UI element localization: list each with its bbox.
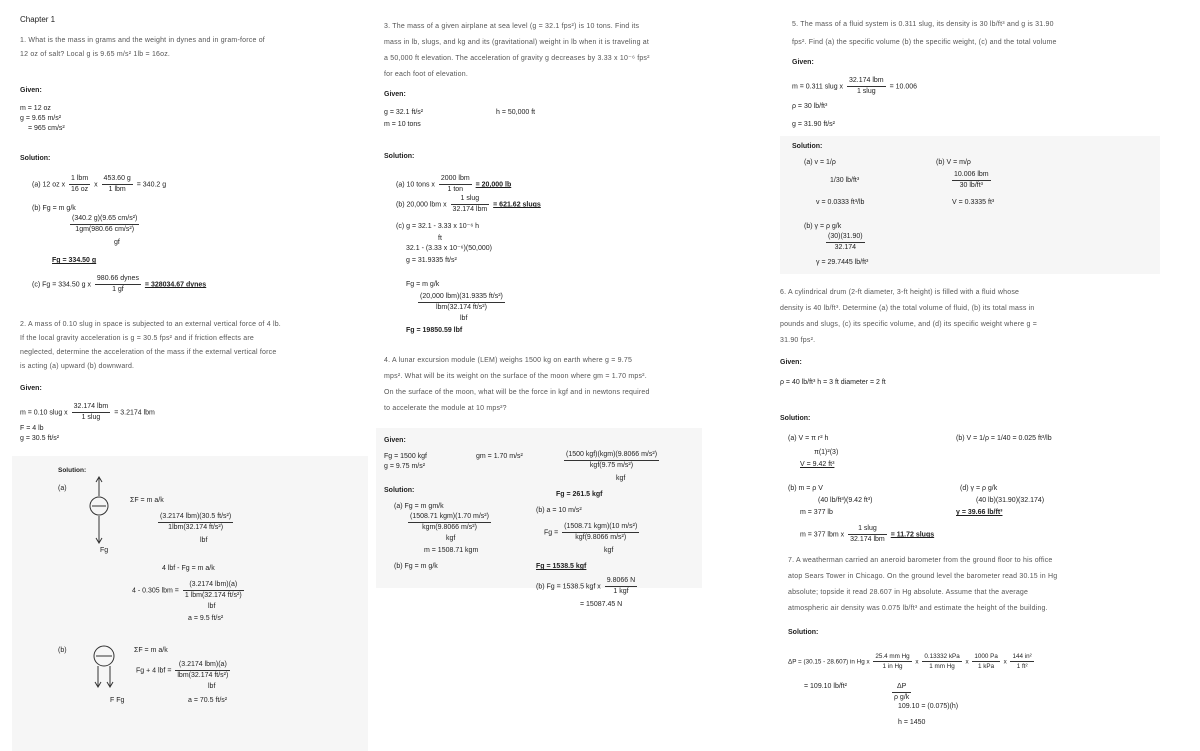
solution-heading: Solution:	[788, 629, 819, 636]
equation-line: (b) V = 1/ρ = 1/40 = 0.025 ft³/lb	[956, 435, 1052, 442]
fraction-numerator: 453.60 g	[102, 174, 133, 185]
given-line: g = 30.5 ft/s²	[20, 435, 60, 442]
problem-1-text-line: 1. What is the mass in grams and the weight in dynes and in gram-force of	[20, 37, 265, 44]
equation-text: ΔP = (30.15 - 28.607) in Hg x	[788, 658, 870, 666]
problem-7-text-line: 7. A weatherman carried an aneroid barometer from the ground floor to his office	[788, 557, 1053, 564]
fraction	[952, 170, 991, 191]
given-line: g = 9.75 m/s²	[384, 463, 426, 470]
equation-text: (b) Fg = 1538.5 kgf x	[536, 583, 601, 591]
fraction	[183, 580, 244, 601]
problem-6-text-line: 6. A cylindrical drum (2-ft diameter, 3-ft height) is filled with a fluid whose	[780, 289, 1020, 296]
equation-text: Fg + 4 lbf =	[136, 667, 172, 675]
scanned-solution-area	[12, 456, 368, 751]
problem-4-text-line: 4. A lunar excursion module (LEM) weighs 1500 kg on earth where g = 9.75	[384, 357, 633, 364]
fraction-numerator: 1 slug	[848, 524, 887, 535]
given-line	[792, 76, 917, 97]
fraction	[69, 174, 90, 195]
equation-fraction	[890, 682, 913, 703]
equation-unit: kgf	[604, 547, 614, 554]
given-heading: Given:	[792, 59, 814, 66]
fraction-numerator: (20,000 lbm)(31.9335 ft/s²)	[418, 292, 505, 303]
fraction-numerator: (3.2174 lbm)(a)	[175, 660, 230, 671]
equation-text: Fg =	[544, 529, 559, 537]
given-line: = 965 cm/s²	[28, 125, 65, 132]
equation-result: = 20,000 lb	[475, 181, 512, 189]
given-line: gm = 1.70 m/s²	[476, 453, 523, 460]
equation-text: m = 0.311 slug x	[792, 83, 844, 91]
solution-heading: Solution:	[384, 487, 415, 494]
equation-fraction	[824, 232, 867, 253]
fraction	[175, 660, 230, 681]
diagram-label: F Fg	[110, 697, 125, 704]
fraction	[873, 652, 911, 671]
equation-result: = 11.72 slugs	[890, 531, 935, 539]
equation-line	[800, 524, 934, 545]
equation-unit: lbf	[208, 683, 216, 690]
equation-line: (b) V = m/ρ	[936, 159, 971, 166]
fraction-denominator: kgf(9.75 m/s²)	[589, 462, 634, 470]
equation-fraction	[416, 292, 507, 313]
problem-4-text-line: On the surface of the moon, what will be the force in kgf and in newtons required	[384, 389, 650, 396]
equation-line	[536, 576, 639, 597]
fraction-denominator: 1 mm Hg	[929, 663, 955, 671]
diagram-label: Fg	[100, 547, 109, 554]
given-line: ρ = 40 lb/ft³ h = 3 ft diameter = 2 ft	[780, 379, 886, 386]
equation-line	[396, 174, 511, 195]
equation-line: (c) g = 32.1 - 3.33 x 10⁻⁶ h	[396, 223, 480, 230]
chapter-heading: Chapter 1	[20, 15, 56, 24]
equation-result: γ = 29.7445 lb/ft³	[816, 259, 869, 266]
fraction-numerator: ΔP	[892, 682, 911, 693]
fraction-numerator: (3.2174 lbm)(30.5 ft/s²)	[158, 512, 233, 523]
fraction	[102, 174, 133, 195]
problem-2-text-line: neglected, determine the acceleration of the mass if the external vertical force	[20, 349, 277, 356]
equation-result: = 621.62 slugs	[493, 201, 541, 209]
fraction-denominator: 1 in Hg	[882, 663, 903, 671]
fraction-denominator: 1 lbm	[108, 186, 126, 194]
equation-fraction	[68, 214, 141, 235]
equation-result: V = 0.3335 ft³	[952, 199, 995, 206]
equation-unit: lbf	[200, 537, 208, 544]
equation-unit: kgf	[446, 535, 456, 542]
problem-3-text-line: 3. The mass of a given airplane at sea level (g = 32.1 fps²) is 10 tons. Find its	[384, 23, 640, 30]
equation-result: = 3.2174 lbm	[114, 409, 155, 417]
given-line	[20, 402, 155, 423]
fraction-denominator: kgm(9.8066 m/s²)	[422, 524, 477, 532]
equation-line: 4 lbf - Fg = m a/k	[162, 565, 215, 572]
given-heading: Given:	[384, 437, 406, 444]
given-line: Fg = 1500 kgf	[384, 453, 428, 460]
fraction	[1010, 652, 1033, 671]
equation-line: (a) 12 oz x $\frac{\text{1 lbm}}{16 oz}$ x $\frac{453.60 g}{\text{1 lbm}}$ = 340.2 g	[32, 174, 166, 195]
problem-2-text-line: 2. A mass of 0.10 slug in space is subjected to an external vertical force of 4 lb.	[20, 321, 281, 328]
problem-3-text-line: mass in lb, slugs, and kg and its (gravitational) weight in lb when it is traveling at	[384, 39, 650, 46]
fraction	[564, 450, 659, 471]
equation-result: m = 377 lb	[800, 509, 833, 516]
fraction	[158, 512, 233, 533]
equation-fraction	[950, 170, 993, 191]
equation-unit: lbf	[208, 603, 216, 610]
fraction	[562, 522, 639, 543]
equation-line: (a) V = π r² h	[788, 435, 829, 442]
problem-5-text-line: 5. The mass of a fluid system is 0.311 slug, its density is 30 lb/ft³ and g is 31.90	[792, 21, 1054, 28]
equation-result: = 328034.67 dynes	[144, 281, 207, 289]
equation-line: Fg = m g/k	[406, 281, 440, 288]
fraction	[70, 214, 139, 235]
fraction-numerator: 10.006 lbm	[952, 170, 991, 181]
fraction-numerator: (30)(31.90)	[826, 232, 865, 243]
given-line: g = 31.90 ft/s²	[792, 121, 835, 128]
fraction-denominator: 1gm(980.66 cm/s²)	[75, 226, 135, 234]
fraction-numerator: (3.2174 lbm)(a)	[183, 580, 244, 591]
fraction-denominator: lbm(32.174 ft/s²)	[435, 304, 487, 312]
fraction-numerator: (1508.71 kgm)(10 m/s²)	[562, 522, 639, 533]
equation-result: m = 1508.71 kgm	[424, 547, 479, 554]
given-line: g = 32.1 ft/s²	[384, 109, 424, 116]
fraction-denominator: kgf(9.8066 m/s²)	[575, 534, 627, 542]
fraction-denominator: 1lbm(32.174 ft/s²)	[168, 524, 224, 532]
given-line: g = 9.65 m/s²	[20, 115, 62, 122]
equation-text: (a) 10 tons x	[396, 181, 435, 189]
fraction	[972, 652, 999, 671]
equation-line: (d) γ = ρ g/k	[960, 485, 998, 492]
equation-line: π(1)²(3)	[814, 449, 839, 456]
equation-line: ΣF = m a/k	[130, 497, 164, 504]
equation-line: (b) a = 10 m/s²	[536, 507, 582, 514]
given-heading: Given:	[20, 385, 42, 392]
given-line: m = 12 oz	[20, 105, 51, 112]
given-line: m = 10 tons	[384, 121, 421, 128]
fraction-numerator: 32.174 lbm	[847, 76, 886, 87]
given-heading: Given:	[20, 87, 42, 94]
solution-heading: Solution:	[58, 467, 87, 474]
equation-result: γ = 39.66 lb/ft³	[956, 509, 1003, 516]
equation-result: V = 9.42 ft³	[800, 461, 835, 468]
fraction-denominator: 32.174	[834, 244, 857, 252]
equation-line: (b) γ = ρ g/k	[804, 223, 842, 230]
given-line: F = 4 lb	[20, 425, 44, 432]
equation-result: a = 9.5 ft/s²	[188, 615, 224, 622]
equation-result: Fg = 19850.59 lbf	[406, 327, 463, 334]
free-body-diagram-b	[84, 638, 124, 698]
equation-line: 32.1 - (3.33 x 10⁻⁶)(50,000)	[406, 245, 492, 252]
equation-fraction	[406, 512, 493, 533]
fraction	[95, 274, 141, 295]
fraction-numerator: (1508.71 kgm)(1.70 m/s²)	[408, 512, 491, 523]
equation-line: (b) m = ρ V	[788, 485, 823, 492]
equation-line: ΔP = (30.15 - 28.607) in Hg x $\frac{\text{25.4 mm Hg}}{\text{1 in Hg}}$ x $\frac{\text{0.13332 kPa}}{\text{1 mm Hg}}$ x $\frac{1000 Pa}{\text{1 kPa}}$ x $\frac{\text{144 in²}}{\text{1 ft²}}$	[788, 653, 1032, 671]
equation-line: 109.10 = (0.075)(h)	[898, 703, 959, 710]
fraction-denominator: 1 kgf	[613, 588, 629, 596]
fraction-denominator: 32.174 lbm	[850, 536, 885, 544]
equation-line: 1/30 lb/ft³	[830, 177, 860, 184]
problem-6-text-line: pounds and slugs, (c) its specific volume, and (d) its specific weight where g =	[780, 321, 1038, 328]
equation-result: Fg = 334.50 g	[52, 257, 97, 264]
solution-heading: Solution:	[384, 153, 415, 160]
fraction-numerator: 2000 lbm	[439, 174, 472, 185]
fraction	[439, 174, 472, 195]
problem-6-text-line: density is 40 lb/ft³. Determine (a) the total volume of fluid, (b) its total mass in	[780, 305, 1035, 312]
part-label: (b)	[58, 647, 67, 654]
fraction-denominator: 16 oz	[71, 186, 89, 194]
fraction-numerator: 1000 Pa	[972, 652, 999, 662]
equation-unit: lbf	[460, 315, 468, 322]
fraction-numerator: 25.4 mm Hg	[873, 652, 911, 662]
equation-text: (c) Fg = 334.50 g x	[32, 281, 91, 289]
given-line: ρ = 30 lb/ft³	[792, 103, 828, 110]
equation-line	[132, 580, 246, 601]
fraction-numerator: 9.8066 N	[605, 576, 637, 587]
problem-4-text-line: to accelerate the module at 10 mps²?	[384, 405, 507, 412]
equation-unit: ft	[438, 235, 442, 242]
fraction-denominator: 1 kPa	[978, 663, 995, 671]
fraction-numerator: 144 in²	[1010, 652, 1033, 662]
equation-line: (b) Fg = m g/k	[32, 205, 76, 212]
equation-line: g = 31.9335 ft/s²	[406, 257, 457, 264]
problem-3-text-line: a 50,000 ft elevation. The acceleration of gravity g decreases by 3.33 x 10⁻⁶ fps²	[384, 55, 650, 62]
equation-text: (b) 20,000 lbm x	[396, 201, 447, 209]
equation-line: ΣF = m a/k	[134, 647, 168, 654]
equation-result: = 10.006	[889, 83, 918, 91]
problem-6-text-line: 31.90 fps².	[780, 337, 816, 344]
equation-result: a = 70.5 ft/s²	[188, 697, 228, 704]
fraction	[826, 232, 865, 253]
problem-5-text-line: fps². Find (a) the specific volume (b) the specific weight, (c) and the total volume	[792, 39, 1057, 46]
problem-2-text-line: If the local gravity acceleration is g = 30.5 fps² and if friction effects are	[20, 335, 254, 342]
equation-result: = 109.10 lb/ft²	[804, 683, 848, 690]
fraction	[892, 682, 911, 703]
equation-unit: kgf	[616, 475, 626, 482]
problem-7-text-line: atop Sears Tower in Chicago. On the ground level the barometer read 30.15 in Hg	[788, 573, 1058, 580]
fraction-denominator: 1 lbm(32.174 ft/s²)	[184, 592, 242, 600]
fraction-denominator: ρ g/k	[894, 694, 910, 702]
fraction-numerator: 0.13332 kPa	[922, 652, 961, 662]
fraction	[451, 194, 490, 215]
fraction	[72, 402, 111, 423]
problem-7-text-line: atmospheric air density was 0.075 lb/ft³ and estimate the height of the building.	[788, 605, 1048, 612]
given-heading: Given:	[780, 359, 802, 366]
fraction-numerator: 32.174 lbm	[72, 402, 111, 413]
equation-line: (40 lb)(31.90)(32.174)	[976, 497, 1045, 504]
fraction-denominator: 1 gf	[112, 286, 124, 294]
problem-3-text-line: for each foot of elevation.	[384, 71, 469, 78]
problem-1-text-line: 12 oz of salt? Local g is 9.65 m/s² 1lb = 16oz.	[20, 51, 171, 58]
fraction-denominator: 30 lb/ft³	[959, 182, 983, 190]
fraction-numerator: 980.66 dynes	[95, 274, 141, 285]
solution-heading: Solution:	[20, 155, 51, 162]
equation-fraction	[156, 512, 235, 533]
problem-7-text-line: absolute; topside it read 28.607 in Hg absolute. Assume that the average	[788, 589, 1029, 596]
fraction-numerator: 1 slug	[451, 194, 490, 205]
equation-line: (a) Fg = m gm/k	[394, 503, 444, 510]
fraction-denominator: 1 slug	[81, 414, 101, 422]
document-page-3	[780, 0, 1160, 751]
fraction	[605, 576, 637, 597]
solution-heading: Solution:	[792, 143, 823, 150]
equation-line	[136, 660, 232, 681]
equation-result: = 15087.45 N	[580, 601, 623, 608]
document-page-2	[376, 0, 702, 751]
equation-line	[396, 194, 541, 215]
fraction	[847, 76, 886, 97]
fraction-denominator: lbm(32.174 ft/s²)	[177, 672, 229, 680]
fraction-denominator: 32.174 lbm	[452, 206, 488, 214]
equation-unit: gf	[114, 239, 120, 246]
equation-line: (b) Fg = m g/k	[394, 563, 438, 570]
fraction	[922, 652, 961, 671]
fraction	[408, 512, 491, 533]
equation-text: 4 - 0.305 lbm =	[132, 587, 179, 595]
equation-result: v = 0.0333 ft³/lb	[816, 199, 865, 206]
document-page-1	[12, 0, 368, 751]
problem-4-text-line: mps². What will be its weight on the surface of the moon where gm = 1.70 mps².	[384, 373, 647, 380]
equation-fraction	[562, 450, 661, 471]
equation-text: m = 0.10 slug x	[20, 409, 68, 417]
given-heading: Given:	[384, 91, 406, 98]
fraction-numerator: 1 lbm	[69, 174, 90, 185]
fraction-denominator: 1 slug	[856, 88, 876, 96]
given-line: h = 50,000 ft	[496, 109, 536, 116]
free-body-diagram-a	[84, 476, 114, 556]
fraction-numerator: (340.2 g)(9.65 cm/s²)	[70, 214, 139, 225]
fraction	[848, 524, 887, 545]
problem-2-text-line: is acting (a) upward (b) downward.	[20, 363, 135, 370]
fraction-denominator: 1 ft²	[1016, 663, 1028, 671]
solution-heading: Solution:	[780, 415, 811, 422]
fraction-denominator: 1 ton	[447, 186, 464, 194]
equation-result: h = 1450	[898, 719, 926, 726]
equation-line	[32, 274, 206, 295]
fraction	[418, 292, 505, 313]
fraction-numerator: (1500 kgf)(kgm)(9.8066 m/s²)	[564, 450, 659, 461]
part-label: (a)	[58, 485, 67, 492]
equation-text: m = 377 lbm x	[800, 531, 845, 539]
equation-line	[544, 522, 641, 543]
equation-result: Fg = 261.5 kgf	[556, 491, 603, 498]
equation-result: Fg = 1538.5 kgf	[536, 563, 587, 570]
equation-result: = 340.2 g	[136, 181, 167, 189]
equation-line: (a) v = 1/ρ	[804, 159, 836, 166]
equation-line: (40 lb/ft³)(9.42 ft³)	[818, 497, 873, 504]
equation-text: (a) 12 oz x	[32, 181, 66, 189]
